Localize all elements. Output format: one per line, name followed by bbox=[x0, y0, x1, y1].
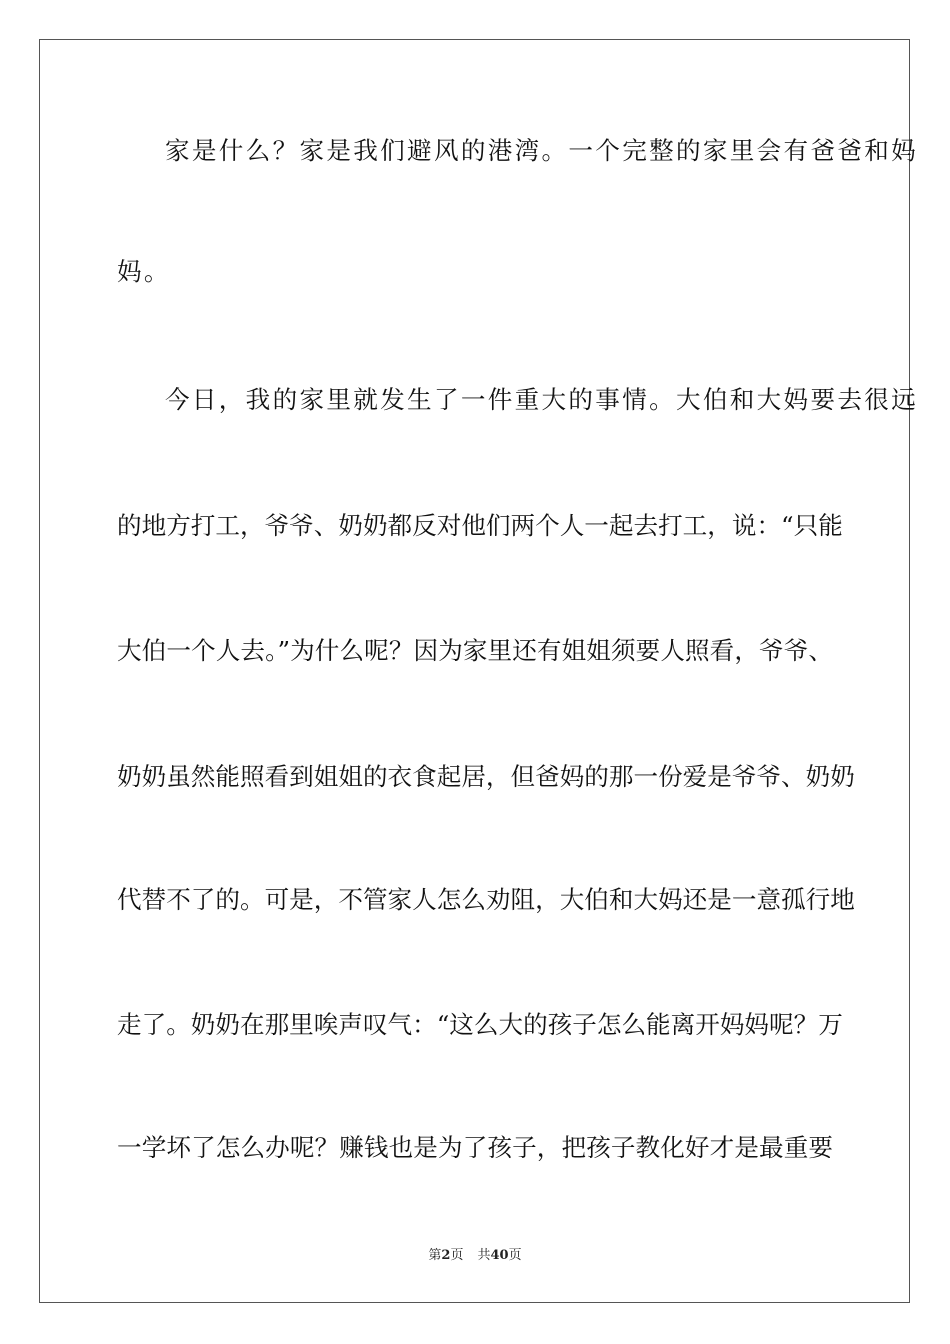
page-border bbox=[39, 39, 919, 1303]
paragraph-line-4: 的地方打工，爷爷、奶奶都反对他们两个人一起去打工，说：“只能 bbox=[117, 511, 843, 540]
paragraph-line-7: 代替不了的。可是，不管家人怎么劝阻，大伯和大妈还是一意孤行地 bbox=[117, 885, 855, 914]
paragraph-line-2: 妈。 bbox=[117, 257, 171, 286]
total-prefix: 共 bbox=[477, 1248, 491, 1263]
paragraph-line-8: 走了。奶奶在那里唉声叹气：“这么大的孩子怎么能离开妈妈呢？万 bbox=[117, 1010, 843, 1039]
paragraph-line-6: 奶奶虽然能照看到姐姐的衣食起居，但爸妈的那一份爱是爷爷、奶奶 bbox=[117, 762, 855, 791]
page-suffix: 页 bbox=[450, 1248, 464, 1263]
page-number: 2 bbox=[441, 1248, 451, 1263]
paragraph-line-5: 大伯一个人去。”为什么呢？因为家里还有姐姐须要人照看，爷爷、 bbox=[117, 636, 833, 665]
total-pages: 40 bbox=[490, 1248, 509, 1263]
paragraph-line-3: 今日，我的家里就发生了一件重大的事情。大伯和大妈要去很远 bbox=[165, 385, 919, 414]
total-suffix: 页 bbox=[508, 1248, 522, 1263]
page-prefix: 第 bbox=[428, 1248, 442, 1263]
page-footer bbox=[0, 1247, 950, 1265]
paragraph-line-1: 家是什么？家是我们避风的港湾。一个完整的家里会有爸爸和妈 bbox=[165, 136, 919, 165]
paragraph-line-9: 一学坏了怎么办呢？赚钱也是为了孩子，把孩子教化好才是最重要 bbox=[117, 1133, 833, 1162]
